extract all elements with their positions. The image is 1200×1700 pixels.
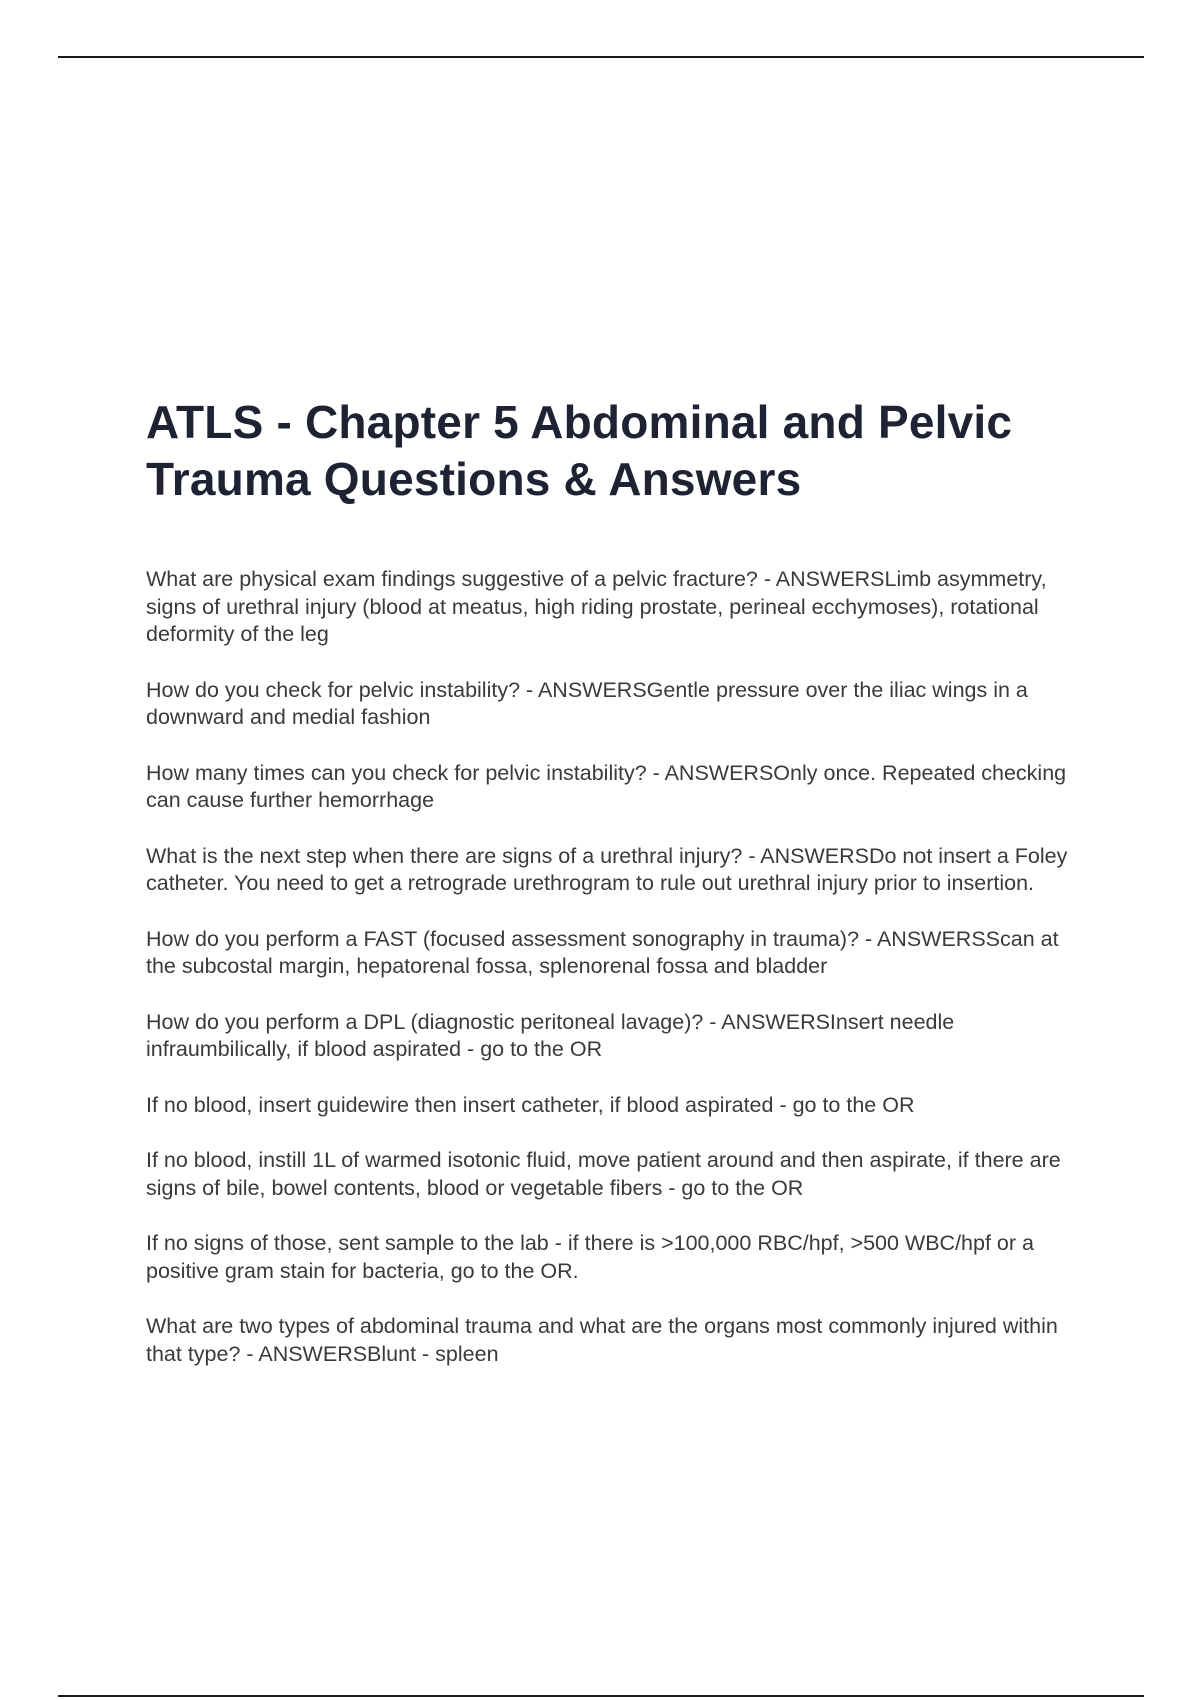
qa-item-urethral-injury-next-step: What is the next step when there are signs of a urethral injury? - ANSWERSDo not insert a Foley catheter. You need to get a retrograde urethrogram to rule out urethral injury prior to insertion. [146,843,1068,895]
qa-item-dpl-lab: If no signs of those, sent sample to the lab - if there is >100,000 RBC/hpf, >500 WBC/hpf or a positive gram stain for bacteria, go to the OR. [146,1231,1034,1283]
document-body [146,394,1086,1396]
qa-item-fast-procedure: How do you perform a FAST (focused assessment sonography in trauma)? - ANSWERSScan at the subcostal margin, hepatorenal fossa, splenorenal fossa and bladder [146,926,1059,978]
qa-item-pelvic-fracture-findings: What are physical exam findings suggestive of a pelvic fracture? - ANSWERSLimb asymmetry, signs of urethral injury (blood at meatus, high riding prostate, perineal ecchymoses), rotational deformity of the leg [146,567,1047,646]
qa-item-pelvic-instability-check: How do you check for pelvic instability? - ANSWERSGentle pressure over the iliac wings in a downward and medial fashion [146,677,1028,729]
qa-item-dpl-guidewire: If no blood, insert guidewire then insert catheter, if blood aspirated - go to the OR [146,1092,915,1117]
qa-item-pelvic-instability-frequency: How many times can you check for pelvic instability? - ANSWERSOnly once. Repeated checking can cause further hemorrhage [146,760,1067,812]
bottom-rule [58,1695,1144,1697]
qa-list [146,566,1086,1368]
qa-item-abdominal-trauma-types: What are two types of abdominal trauma and what are the organs most commonly injured within that type? - ANSWERSBlunt - spleen [146,1314,1058,1366]
qa-item-dpl-procedure: How do you perform a DPL (diagnostic peritoneal lavage)? - ANSWERSInsert needle infraumbilically, if blood aspirated - go to the OR [146,1009,955,1061]
top-rule [58,56,1144,58]
page-title: ATLS - Chapter 5 Abdominal and Pelvic Trauma Questions & Answers [146,396,1013,505]
qa-item-dpl-fluid: If no blood, instill 1L of warmed isotonic fluid, move patient around and then aspirate, if there are signs of bile, bowel contents, blood or vegetable fibers - go to the OR [146,1148,1061,1200]
